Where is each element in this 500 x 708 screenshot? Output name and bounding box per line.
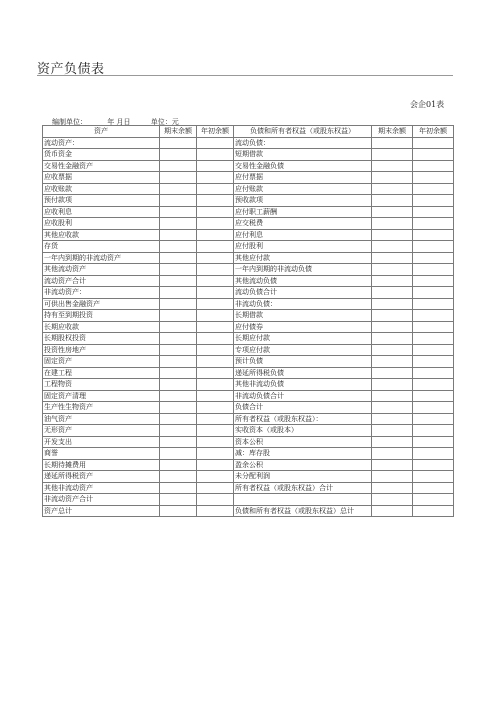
asset-item-label: 投资性房地产	[43, 344, 160, 356]
liability-ending-balance	[372, 436, 413, 448]
liability-opening-balance	[413, 448, 454, 460]
liability-item-label: 负债合计	[234, 402, 372, 414]
table-row	[43, 241, 454, 253]
asset-item-label: 交易性金融资产	[43, 160, 160, 172]
balance-sheet-table	[42, 125, 454, 517]
asset-opening-balance	[197, 482, 234, 494]
header-assets-ending: 期末余额	[160, 126, 197, 138]
asset-opening-balance	[197, 241, 234, 253]
liability-item-label: 流动负债合计	[234, 287, 372, 299]
table-row	[43, 425, 454, 437]
liability-opening-balance	[413, 505, 454, 517]
table-row	[43, 379, 454, 391]
liability-ending-balance	[372, 229, 413, 241]
liability-item-label: 递延所得税负债	[234, 367, 372, 379]
liability-ending-balance	[372, 448, 413, 460]
asset-opening-balance	[197, 344, 234, 356]
asset-ending-balance	[160, 482, 197, 494]
asset-item-label: 生产性生物资产	[43, 402, 160, 414]
table-row	[43, 390, 454, 402]
asset-ending-balance	[160, 494, 197, 506]
asset-opening-balance	[197, 333, 234, 345]
date-label: 年 月日	[107, 118, 131, 126]
liability-opening-balance	[413, 149, 454, 161]
asset-item-label: 其他应收款	[43, 229, 160, 241]
asset-ending-balance	[160, 459, 197, 471]
table-row	[43, 218, 454, 230]
table-row	[43, 275, 454, 287]
asset-ending-balance	[160, 149, 197, 161]
liability-ending-balance	[372, 160, 413, 172]
liability-opening-balance	[413, 206, 454, 218]
table-row	[43, 149, 454, 161]
liability-item-label	[234, 494, 372, 506]
liability-ending-balance	[372, 344, 413, 356]
liability-ending-balance	[372, 218, 413, 230]
asset-item-label: 其他非流动资产	[43, 482, 160, 494]
liability-item-label: 应付债券	[234, 321, 372, 333]
table-row	[43, 195, 454, 207]
asset-opening-balance	[197, 413, 234, 425]
liability-opening-balance	[413, 183, 454, 195]
liability-item-label: 负债和所有者权益（或股东权益）总计	[234, 505, 372, 517]
liability-item-label: 其他流动负债	[234, 275, 372, 287]
asset-ending-balance	[160, 241, 197, 253]
liability-opening-balance	[413, 264, 454, 276]
liability-item-label: 应付利息	[234, 229, 372, 241]
liability-item-label: 其他非流动负债	[234, 379, 372, 391]
liability-ending-balance	[372, 241, 413, 253]
asset-item-label: 长期待摊费用	[43, 459, 160, 471]
asset-ending-balance	[160, 367, 197, 379]
liability-opening-balance	[413, 298, 454, 310]
liability-opening-balance	[413, 160, 454, 172]
unit-label: 编制单位：	[52, 118, 87, 126]
asset-item-label: 固定资产	[43, 356, 160, 368]
liability-item-label: 长期应付款	[234, 333, 372, 345]
asset-ending-balance	[160, 436, 197, 448]
liability-ending-balance	[372, 413, 413, 425]
liability-opening-balance	[413, 229, 454, 241]
liability-ending-balance	[372, 390, 413, 402]
table-row	[43, 471, 454, 483]
asset-item-label: 开发支出	[43, 436, 160, 448]
asset-ending-balance	[160, 287, 197, 299]
asset-opening-balance	[197, 448, 234, 460]
liability-ending-balance	[372, 310, 413, 322]
table-row	[43, 333, 454, 345]
asset-ending-balance	[160, 310, 197, 322]
liability-opening-balance	[413, 321, 454, 333]
liability-item-label: 短期借款	[234, 149, 372, 161]
asset-ending-balance	[160, 298, 197, 310]
asset-opening-balance	[197, 229, 234, 241]
liability-item-label: 预计负债	[234, 356, 372, 368]
asset-item-label: 货币资金	[43, 149, 160, 161]
asset-item-label: 非流动资产：	[43, 287, 160, 299]
liability-ending-balance	[372, 298, 413, 310]
asset-item-label: 固定资产清理	[43, 390, 160, 402]
asset-item-label: 流动资产合计	[43, 275, 160, 287]
asset-ending-balance	[160, 425, 197, 437]
asset-item-label: 工程物资	[43, 379, 160, 391]
liability-item-label: 专项应付款	[234, 344, 372, 356]
liability-item-label: 交易性金融负债	[234, 160, 372, 172]
liability-opening-balance	[413, 459, 454, 471]
liability-item-label: 减：库存股	[234, 448, 372, 460]
title-divider	[37, 75, 453, 76]
liability-opening-balance	[413, 172, 454, 184]
table-row	[43, 367, 454, 379]
asset-item-label: 应收股利	[43, 218, 160, 230]
liability-opening-balance	[413, 287, 454, 299]
liability-ending-balance	[372, 137, 413, 149]
table-row	[43, 459, 454, 471]
asset-item-label: 油气资产	[43, 413, 160, 425]
liability-ending-balance	[372, 172, 413, 184]
liability-opening-balance	[413, 367, 454, 379]
liability-item-label: 应付股利	[234, 241, 372, 253]
table-row	[43, 436, 454, 448]
asset-ending-balance	[160, 505, 197, 517]
liability-item-label: 非流动负债：	[234, 298, 372, 310]
liability-opening-balance	[413, 482, 454, 494]
asset-item-label: 应收账款	[43, 183, 160, 195]
liability-ending-balance	[372, 206, 413, 218]
liability-item-label: 一年内到期的非流动负债	[234, 264, 372, 276]
liability-ending-balance	[372, 379, 413, 391]
liability-opening-balance	[413, 344, 454, 356]
asset-opening-balance	[197, 379, 234, 391]
asset-ending-balance	[160, 413, 197, 425]
liability-ending-balance	[372, 287, 413, 299]
table-row	[43, 310, 454, 322]
table-row	[43, 287, 454, 299]
asset-item-label: 一年内到期的非流动资产	[43, 252, 160, 264]
asset-opening-balance	[197, 321, 234, 333]
currency-label: 单位：元	[150, 118, 179, 126]
table-row	[43, 160, 454, 172]
header-liabilities: 负债和所有者权益（或股东权益）	[234, 126, 372, 138]
liability-ending-balance	[372, 275, 413, 287]
liability-opening-balance	[413, 241, 454, 253]
asset-opening-balance	[197, 298, 234, 310]
header-liabilities-opening: 年初余额	[413, 126, 454, 138]
asset-opening-balance	[197, 275, 234, 287]
asset-item-label: 长期股权投资	[43, 333, 160, 345]
liability-item-label: 未分配利润	[234, 471, 372, 483]
liability-item-label: 非流动负债合计	[234, 390, 372, 402]
liability-opening-balance	[413, 402, 454, 414]
asset-opening-balance	[197, 172, 234, 184]
liability-opening-balance	[413, 436, 454, 448]
header-liabilities-ending: 期末余额	[372, 126, 413, 138]
asset-opening-balance	[197, 218, 234, 230]
table-row	[43, 206, 454, 218]
liability-item-label: 所有者权益（或股东权益）：	[234, 413, 372, 425]
liability-ending-balance	[372, 333, 413, 345]
table-row	[43, 321, 454, 333]
asset-opening-balance	[197, 459, 234, 471]
table-row	[43, 137, 454, 149]
asset-ending-balance	[160, 356, 197, 368]
liability-opening-balance	[413, 471, 454, 483]
table-row	[43, 402, 454, 414]
liability-ending-balance	[372, 505, 413, 517]
asset-ending-balance	[160, 229, 197, 241]
table-row	[43, 448, 454, 460]
asset-opening-balance	[197, 471, 234, 483]
liability-opening-balance	[413, 333, 454, 345]
asset-ending-balance	[160, 344, 197, 356]
liability-ending-balance	[372, 149, 413, 161]
liability-ending-balance	[372, 183, 413, 195]
asset-opening-balance	[197, 287, 234, 299]
asset-ending-balance	[160, 402, 197, 414]
asset-opening-balance	[197, 436, 234, 448]
asset-opening-balance	[197, 252, 234, 264]
asset-item-label: 持有至到期投资	[43, 310, 160, 322]
liability-ending-balance	[372, 195, 413, 207]
asset-ending-balance	[160, 206, 197, 218]
asset-ending-balance	[160, 264, 197, 276]
asset-opening-balance	[197, 505, 234, 517]
asset-ending-balance	[160, 183, 197, 195]
liability-opening-balance	[413, 218, 454, 230]
asset-item-label: 应收利息	[43, 206, 160, 218]
liability-item-label: 应交税费	[234, 218, 372, 230]
table-row	[43, 252, 454, 264]
liability-item-label: 流动负债：	[234, 137, 372, 149]
asset-item-label: 流动资产：	[43, 137, 160, 149]
table-row	[43, 482, 454, 494]
asset-item-label: 预付款项	[43, 195, 160, 207]
asset-opening-balance	[197, 310, 234, 322]
table-row	[43, 264, 454, 276]
liability-ending-balance	[372, 402, 413, 414]
asset-opening-balance	[197, 206, 234, 218]
liability-ending-balance	[372, 471, 413, 483]
liability-item-label: 预收款项	[234, 195, 372, 207]
liability-ending-balance	[372, 482, 413, 494]
asset-item-label: 无形资产	[43, 425, 160, 437]
liability-opening-balance	[413, 413, 454, 425]
liability-opening-balance	[413, 494, 454, 506]
asset-item-label: 可供出售金融资产	[43, 298, 160, 310]
asset-ending-balance	[160, 321, 197, 333]
asset-opening-balance	[197, 425, 234, 437]
asset-item-label: 长期应收款	[43, 321, 160, 333]
liability-ending-balance	[372, 321, 413, 333]
table-row	[43, 298, 454, 310]
liability-ending-balance	[372, 459, 413, 471]
liability-ending-balance	[372, 367, 413, 379]
liability-opening-balance	[413, 356, 454, 368]
asset-ending-balance	[160, 137, 197, 149]
asset-opening-balance	[197, 494, 234, 506]
asset-ending-balance	[160, 471, 197, 483]
liability-ending-balance	[372, 494, 413, 506]
asset-ending-balance	[160, 195, 197, 207]
asset-item-label: 资产总计	[43, 505, 160, 517]
header-assets: 资产	[43, 126, 160, 138]
liability-opening-balance	[413, 252, 454, 264]
liability-ending-balance	[372, 252, 413, 264]
liability-item-label: 盈余公积	[234, 459, 372, 471]
liability-ending-balance	[372, 356, 413, 368]
table-row	[43, 229, 454, 241]
asset-ending-balance	[160, 218, 197, 230]
table-row	[43, 505, 454, 517]
liability-opening-balance	[413, 425, 454, 437]
asset-ending-balance	[160, 379, 197, 391]
liability-item-label: 应付票据	[234, 172, 372, 184]
table-row	[43, 183, 454, 195]
liability-opening-balance	[413, 379, 454, 391]
liability-item-label: 其他应付款	[234, 252, 372, 264]
asset-ending-balance	[160, 448, 197, 460]
table-row	[43, 172, 454, 184]
asset-item-label: 非流动资产合计	[43, 494, 160, 506]
liability-opening-balance	[413, 137, 454, 149]
table-row	[43, 344, 454, 356]
table-body	[43, 137, 454, 517]
liability-item-label: 应付职工薪酬	[234, 206, 372, 218]
page-title: 资产负债表	[37, 62, 105, 77]
header-assets-opening: 年初余额	[197, 126, 234, 138]
asset-opening-balance	[197, 195, 234, 207]
liability-opening-balance	[413, 310, 454, 322]
asset-opening-balance	[197, 390, 234, 402]
asset-ending-balance	[160, 390, 197, 402]
liability-item-label: 应付账款	[234, 183, 372, 195]
asset-opening-balance	[197, 367, 234, 379]
asset-ending-balance	[160, 275, 197, 287]
table-header-row	[43, 126, 454, 138]
asset-opening-balance	[197, 402, 234, 414]
liability-item-label: 长期借款	[234, 310, 372, 322]
liability-ending-balance	[372, 264, 413, 276]
asset-opening-balance	[197, 264, 234, 276]
asset-opening-balance	[197, 149, 234, 161]
liability-opening-balance	[413, 195, 454, 207]
asset-item-label: 商誉	[43, 448, 160, 460]
liability-ending-balance	[372, 425, 413, 437]
liability-opening-balance	[413, 275, 454, 287]
liability-opening-balance	[413, 390, 454, 402]
asset-item-label: 其他流动资产	[43, 264, 160, 276]
asset-ending-balance	[160, 252, 197, 264]
asset-item-label: 递延所得税资产	[43, 471, 160, 483]
form-code: 会企01表	[410, 100, 445, 109]
asset-opening-balance	[197, 183, 234, 195]
asset-ending-balance	[160, 160, 197, 172]
asset-ending-balance	[160, 172, 197, 184]
asset-item-label: 存货	[43, 241, 160, 253]
table-row	[43, 494, 454, 506]
asset-opening-balance	[197, 160, 234, 172]
liability-item-label: 资本公积	[234, 436, 372, 448]
asset-item-label: 在建工程	[43, 367, 160, 379]
table-row	[43, 413, 454, 425]
asset-item-label: 应收票据	[43, 172, 160, 184]
asset-opening-balance	[197, 137, 234, 149]
liability-item-label: 所有者权益（或股东权益）合计	[234, 482, 372, 494]
table-row	[43, 356, 454, 368]
liability-item-label: 实收资本（或股本）	[234, 425, 372, 437]
asset-ending-balance	[160, 333, 197, 345]
asset-opening-balance	[197, 356, 234, 368]
